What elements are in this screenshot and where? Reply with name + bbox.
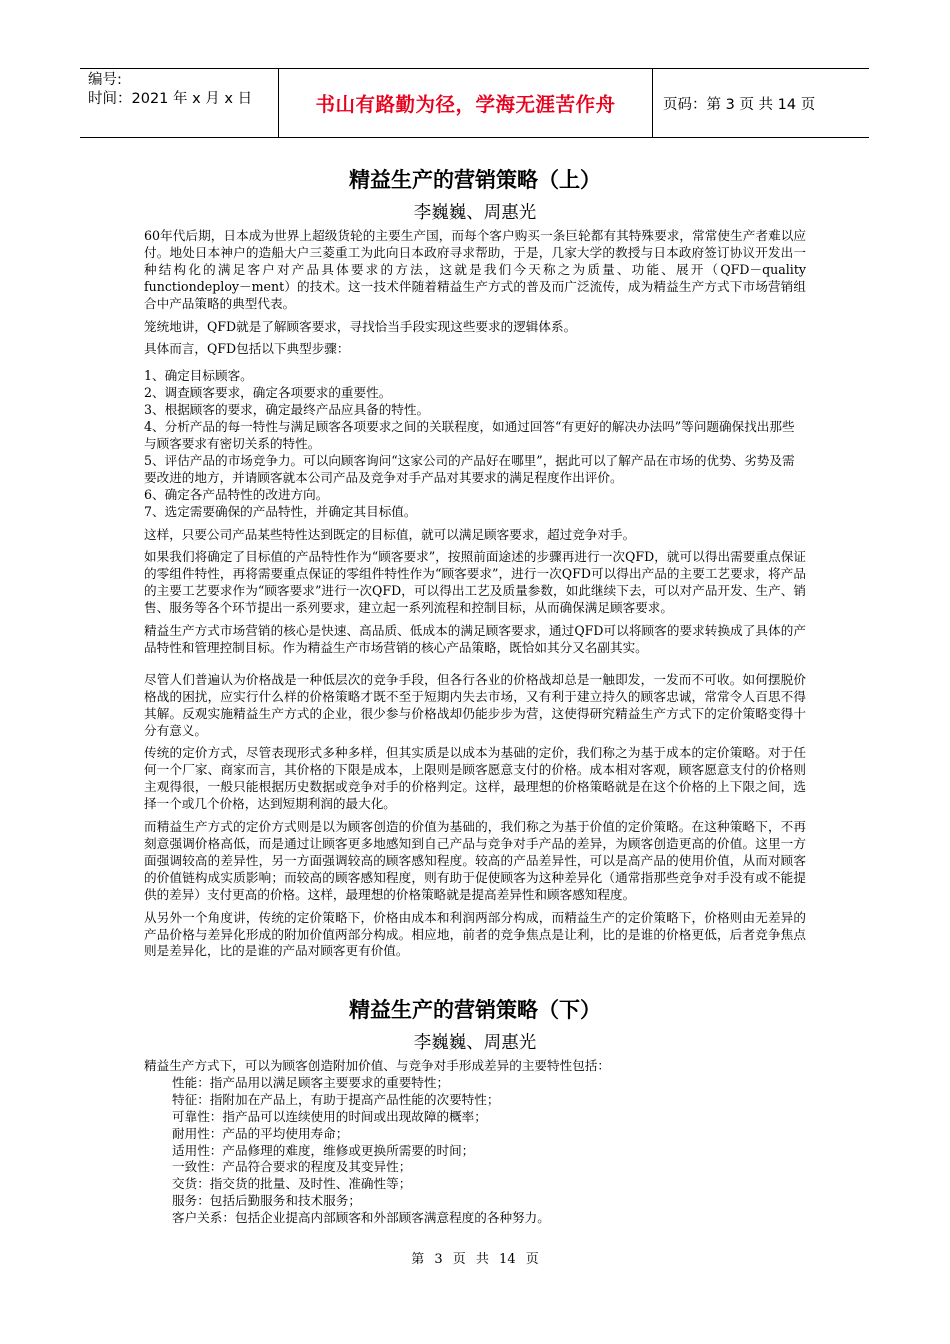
- paragraph: 如果我们将确定了目标值的产品特性作为“顾客要求”，按照前面途述的步骤再进行一次QFD，就可以得出需要重点保证的零组件特性，再将需要重点保证的零组件特性作为“顾客要求”，进行一次QFD可以得出产品的主要工艺要求，将产品的主要工艺要求作为“顾客要求”进行一次QFD，可以得出工艺及质量参数，如此继续下去，可以对产品开发、生产、销售、服务等各个环节提出一系列要求，建立起一系列流程和控制目标，从而确保满足顾客要求。: [144, 549, 806, 616]
- list-item: 适用性：产品修理的难度，维修或更换所需要的时间；: [172, 1142, 475, 1158]
- header-motto-cell: [279, 69, 653, 137]
- list-item: 5、评估产品的市场竞争力。可以向顾客询问“这家公司的产品好在哪里”，据此可以了解产品在市场的优势、劣势及需要改进的地方，并请顾客就本公司产品及竞争对手产品对其要求的满足程度作出评价。: [144, 452, 795, 485]
- list-item: 服务：包括后勤服务和技术服务；: [172, 1193, 361, 1209]
- part1-author: 李巍巍、周惠光: [413, 203, 537, 223]
- header-meta-cell: [80, 69, 279, 137]
- header-page-cell: [653, 69, 869, 137]
- list-item: 客户关系：包括企业提高内部顾客和外部顾客满意程度的各种努力。: [172, 1210, 550, 1226]
- document-date: 时间：2021 年 x 月 x 日: [88, 91, 253, 107]
- part2-intro: 精益生产方式下，可以为顾客创造附加价值、与竞争对手形成差异的主要特性包括：: [144, 1058, 610, 1073]
- part2-title: 精益生产的营销策略（下）: [349, 998, 601, 1022]
- paragraph: 笼统地讲，QFD就是了解顾客要求，寻找恰当手段实现这些要求的逻辑体系。: [144, 318, 577, 334]
- list-item: 可靠性：指产品可以连续使用的时间或出现故障的概率；: [172, 1108, 487, 1124]
- list-item: 1、确定目标顾客。: [144, 368, 253, 384]
- header-page-info: 页码：第 3 页 共 14 页: [663, 96, 816, 113]
- paragraph: 传统的定价方式，尽管表现形式多种多样，但其实质是以成本为基础的定价，我们称之为基于成本的定价策略。对于任何一个厂家、商家而言，其价格的下限是成本，上限则是顾客愿意支付的价格。成本相对客观，顾客愿意支付的价格则主观得很，一般只能根据历史数据或竞争对手的价格判定。这样，最理想的价格策略就是在这个价格的上下限之间，选择一个或几个价格，达到短期利润的最大化。: [144, 745, 806, 812]
- list-item: 一致性：产品符合要求的程度及其变异性；: [172, 1159, 412, 1175]
- part1-body: [144, 228, 806, 966]
- document-number-label: 编号:: [88, 72, 122, 88]
- list-item: 4、分析产品的每一特性与满足顾客各项要求之间的关联程度，如通过回答“有更好的解决办法吗”等问题确保找出那些与顾客要求有密切关系的特性。: [144, 419, 795, 451]
- list-item: 耐用性：产品的平均使用寿命；: [172, 1125, 349, 1141]
- feature-list: [172, 1075, 806, 1227]
- page-footer: 第 3 页 共 14 页: [411, 1252, 539, 1267]
- paragraph: 而精益生产方式的定价方式则是以为顾客创造的价值为基础的，我们称之为基于价值的定价策略。在这种策略下，不再刻意强调价格高低，而是通过让顾客更多地感知到自己产品与竞争对手产品的差异，为顾客创造更高的价值。这里一方面强调较高的差异性，另一方面强调较高的顾客感知程度。较高的产品差异性，可以是高产品的使用价值，从而对顾客的价值链构成实质影响；而较高的顾客感知程度，则有助于促使顾客为这种差异化（通常指那些竞争对手没有或不能提供的差异）支付更高的价格。这样，最理想的价格策略就是提高差异性和顾客感知程度。: [144, 819, 806, 902]
- list-item: 6、确定各产品特性的改进方向。: [144, 486, 329, 502]
- list-item: 性能：指产品用以满足顾客主要要求的重要特性；: [172, 1074, 450, 1090]
- paragraph: 从另外一个角度讲，传统的定价策略下，价格由成本和利润两部分构成，而精益生产的定价策略下，价格则由无差异的产品价格与差异化形成的附加价值两部分构成。相应地，前者的竞争焦点是让利，比的是谁的价格更低，后者竞争焦点则是差异化，比的是谁的产品对顾客更有价值。: [144, 909, 806, 959]
- paragraph: 这样，只要公司产品某些特性达到既定的目标值，就可以满足顾客要求，超过竞争对手。: [144, 526, 636, 542]
- list-item: 3、根据顾客的要求，确定最终产品应具备的特性。: [144, 402, 430, 418]
- paragraph: 尽管人们普遍认为价格战是一种低层次的竞争手段，但各行各业的价格战却总是一触即发，一发而不可收。如何摆脱价格战的困扰，应实行什么样的价格策略才既不至于短期内失去市场，又有利于建立持久的顾客忠诚，常常令人百思不得其解。反观实施精益生产方式的企业，很少参与价格战却仍能步步为营，这使得研究精益生产方式下的定价策略变得十分有意义。: [144, 671, 806, 738]
- header-table: [80, 68, 869, 138]
- part1-title: 精益生产的营销策略（上）: [349, 168, 601, 192]
- paragraph: 60年代后期，日本成为世界上超级货轮的主要生产国，而每个客户购买一条巨轮都有其特殊要求，常常使生产者难以应付。地处日本神户的造船大户三菱重工为此向日本政府寻求帮助，于是，几家大学的教授与日本政府签订协议开发出一种结构化的满足客户对产品具体要求的方法，这就是我们今天称之为质量、功能、展开（QFD－quality functiondeploy－ment）的技术。这一技术伴随着精益生产方式的普及而广泛流传，成为精益生产方式下市场营销组合中产品策略的典型代表。: [144, 228, 806, 311]
- paragraph: 精益生产方式市场营销的核心是快速、高品质、低成本的满足顾客要求，通过QFD可以将顾客的要求转换成了具体的产品特性和管理控制目标。作为精益生产市场营销的核心产品策略，既恰如其分又名副其实。: [144, 623, 806, 655]
- list-item: 7、选定需要确保的产品特性，并确定其目标值。: [144, 503, 417, 519]
- list-item: 交货：指交货的批量、及时性、准确性等；: [172, 1176, 412, 1192]
- paragraph: 具体而言，QFD包括以下典型步骤：: [144, 341, 350, 357]
- part2-body: [144, 1058, 806, 1227]
- header-motto: 书山有路勤为径，学海无涯苦作舟: [315, 93, 616, 116]
- qfd-steps-list: [144, 368, 806, 520]
- list-item: 2、调查顾客要求，确定各项要求的重要性。: [144, 385, 392, 401]
- part2-author: 李巍巍、周惠光: [413, 1033, 537, 1053]
- list-item: 特征：指附加在产品上，有助于提高产品性能的次要特性；: [172, 1091, 500, 1107]
